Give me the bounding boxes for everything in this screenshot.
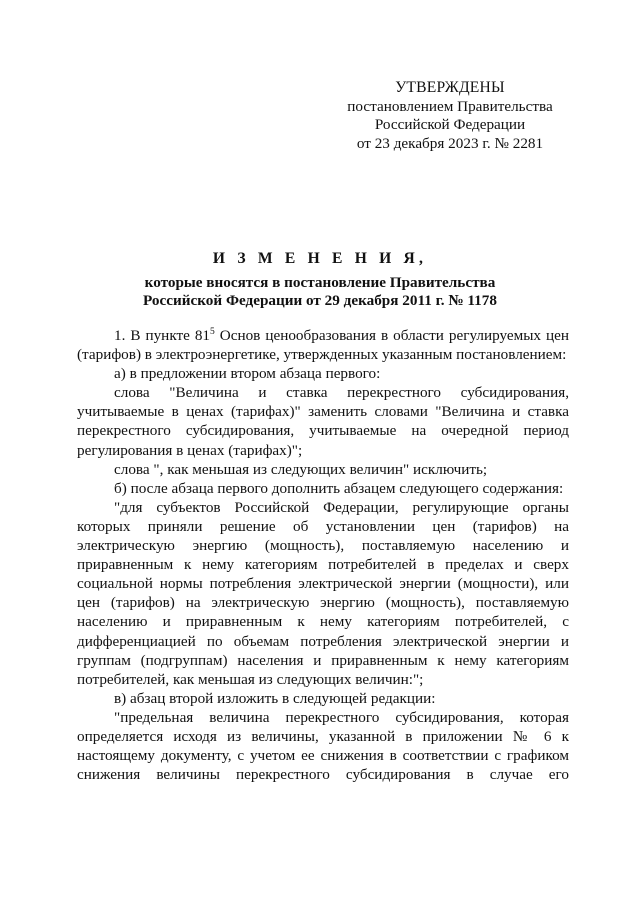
approval-title: УТВЕРЖДЕНЫ — [395, 79, 505, 96]
approval-line: от 23 декабря 2023 г. № 2281 — [356, 134, 544, 152]
paragraph: слова ", как меньшая из следующих величин" исключить; — [114, 460, 488, 478]
paragraph: а) в предложении втором абзаца первого: — [114, 365, 381, 383]
paragraph: "для субъектов Российской Федерации, регулирующие органы которых приняли решение об установлении цен (тарифов) на электрическую энергию (мощность), поставляемую населению и приравненным к нему категориям потребителей в пределах и сверх социальной нормы потребления электрической энергии (мощности), или цен (тарифов) на электрическую энергию (мощность), поставляемую населению и приравненным к нему категориям потребителей, с дифференциацией по объемам потребления электрической энергии и группам (подгруппам) населения и приравненным к нему категориям потребителей, как меньшая из следующих величин:"; — [77, 498, 569, 688]
document-subtitle: Российской Федерации от 29 декабря 2011 г. № 1178 — [143, 292, 497, 309]
document-subtitle: которые вносятся в постановление Правительства — [144, 274, 496, 291]
paragraph-item-1 — [77, 326, 569, 364]
document-body — [77, 326, 569, 784]
paragraph: слова "Величина и ставка перекрестного субсидирования, учитываемые в ценах (тарифах)" заменить словами "Величина и ставка перекрестного субсидирования, учитываемые на очередной период регулирования в ценах (тарифах)"; — [77, 384, 569, 459]
approval-stamp — [320, 79, 580, 153]
footnote-superscript: 5 — [210, 326, 215, 337]
paragraph: б) после абзаца первого дополнить абзацем следующего содержания: — [114, 479, 564, 497]
approval-line: постановлением Правительства — [347, 97, 553, 115]
item-lead: 1. В пункте 81 — [114, 327, 211, 344]
paragraph: "предельная величина перекрестного субсидирования, которая определяется исходя из величины, указанной в приложении № 6 к настоящему документу, с учетом ее снижения в соответствии с графиком снижения величины перекрестного субсидирования в случае его — [77, 708, 569, 784]
item-tail: Основ ценообразования в области регулируемых цен (тарифов) в электроэнергетике, утвержденных указанным постановлением: — [77, 327, 569, 364]
approval-line: Российской Федерации — [374, 116, 526, 133]
document-title: И З М Е Н Е Н И Я, — [212, 250, 428, 267]
paragraph: в) абзац второй изложить в следующей редакции: — [114, 689, 436, 707]
